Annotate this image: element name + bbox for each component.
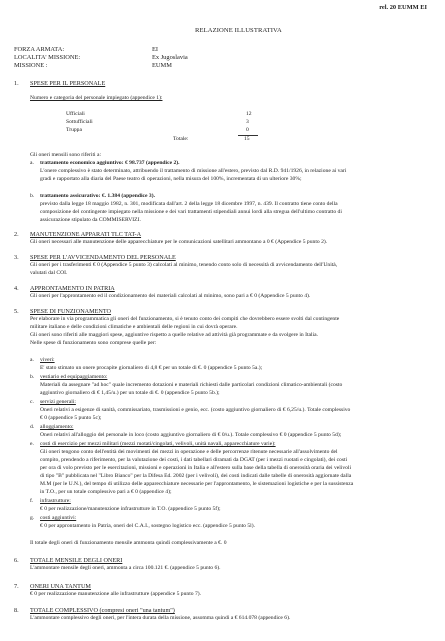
- oneri-intro: Gli oneri mensili sono riferiti a:: [30, 152, 101, 158]
- item-5c-title: servizi generali:: [40, 399, 76, 405]
- section-8-title: TOTALE COMPLESSIVO (compresi oneri "una tantum"): [30, 607, 175, 614]
- item-1b-title: trattamento assicurativo: €. 1.384 (appendice 3).: [40, 193, 155, 199]
- section-8-text: L'ammontare complessivo degli oneri, per l'intera durata della missione, assomma quindi a € 614.078 (appendice 6).: [30, 615, 291, 621]
- item-5e-line-1: Gli oneri tengono conto dell'entità dei movimenti dei mezzi in operazione e delle percorrenze ritenute necessarie all'assolvimento del: [40, 449, 338, 455]
- header-value-forza-armata: EI: [152, 46, 159, 53]
- section-2-text: Gli oneri necessari alle manutenzione delle apparecchiature per le comunicazioni satellitari ammontano a 0 € (Appendice 5 punto 2).: [30, 239, 328, 245]
- item-1b-label: b.: [30, 193, 35, 199]
- item-5d-text: Oneri relativi all'alloggio del personale in loco (costo aggiuntivo giornaliero di € 0/u.). Totale complessivo € 0 (appendice 5 punto 5d);: [40, 432, 342, 438]
- document-title: RELAZIONE ILLUSTRATIVA: [195, 27, 282, 34]
- item-5e-line-6: in T.O., per un totale complessivo pari a € 0 (appendice 4);: [40, 489, 172, 495]
- section-7-text: € 0 per realizzazione manutenzione alle infrastrutture (appendice 5 punto 7).: [30, 591, 201, 597]
- staff-value-truppa: 0: [246, 127, 249, 133]
- item-5f-title: infrastrutture:: [40, 498, 71, 504]
- section-4-number: 4.: [14, 285, 19, 292]
- staff-label-sottufficiali: Sottufficiali: [66, 119, 93, 125]
- header-value-localita: Ex Jugoslavia: [152, 54, 188, 61]
- staff-value-ufficiali: 12: [246, 111, 252, 117]
- staff-total-value: 15: [244, 136, 250, 142]
- section-3-number: 3.: [14, 254, 19, 261]
- item-5e-title: costi di esercizio per mezzi militari (mezzi ruotati/cingolati, velivoli, unità navali, apparecchiature varie):: [40, 441, 276, 447]
- section-6-text: L'ammontare mensile degli oneri, ammonta a circa 100.121 €. (appendice 5 punto 6).: [30, 565, 221, 571]
- section-2-number: 2.: [14, 231, 19, 238]
- item-5b-label: b.: [30, 374, 35, 380]
- section-4-text: Gli oneri per l'approntamento ed il condizionamento dei materiali calcolati al minimo, sono pari a € 0 (Appendice 5 punto 4).: [30, 293, 311, 299]
- item-5e-label: e.: [30, 441, 34, 447]
- header-value-missione: EUMM: [152, 62, 172, 69]
- section-6-number: 6.: [14, 557, 19, 564]
- section-5-number: 5.: [14, 308, 19, 315]
- item-1a-line-2: gradi e rapportato alla diaria del Paese teatro di operazioni, nella misura del 100%, incrementata di un ulteriore 30%;: [40, 176, 302, 182]
- item-5e-line-5: M.M (per le U.N.), del tempo di utilizzo delle apparecchiature necessarie per l'approntamento, le sistemazioni logistiche e per la sussistenza: [40, 481, 354, 487]
- section-5-intro-2: militare italiano e delle condizioni climatiche e ambientali delle regioni in cui dovrà operare.: [30, 324, 238, 330]
- section-5-intro-4: Nelle spese di funzionamento sono comprese quelle per:: [30, 340, 157, 346]
- item-5b-title: vestiario ed equipaggiamento:: [40, 374, 108, 380]
- item-5d-title: alloggiamento:: [40, 424, 74, 430]
- item-5a-text: E' stato stimato un onere procapite giornaliero di 4,8 € per un totale di €. 0 (appendice 5 punto 5a.);: [40, 365, 263, 371]
- section-2-title: MANUTENZIONE APPARATI TLC TAT-A: [30, 231, 142, 238]
- section-7-title: ONERI UNA TANTUM: [30, 583, 91, 590]
- staff-label-ufficiali: Ufficiali: [66, 111, 85, 117]
- item-1b-line-3: assicurazione stipulato da COMMISERVIZI.: [40, 217, 141, 223]
- item-1b-line-2: composizione del contingente impiegato nella missione e dei vari trattamenti stipendiali annui lordi alla stregua dell'ultimo contratto di: [40, 209, 342, 215]
- item-5c-line-1: Oneri relativi a esigenze di sanità, commissariato, trasmissioni e genio, ecc. (costo aggiuntivo giornaliero di € 6,25/u.). Totale complessivo: [40, 407, 351, 413]
- item-5g-text: € 0 per approntamento in Patria, oneri del C.A.I., sostegno logistico ecc. (appendice 5 punto 5l).: [40, 523, 255, 529]
- staff-total-label: Totale:: [173, 136, 189, 142]
- item-1a-line-1: L'onere complessivo è stato determinato, attribuendo il trattamento di missione all'estero, previsto dal R.D. 941/1926, in relazione ai vari: [40, 168, 347, 174]
- header-label-forza-armata: FORZA ARMATA:: [14, 46, 65, 53]
- staff-value-sottufficiali: 3: [246, 119, 249, 125]
- item-1a-label: a.: [30, 160, 34, 166]
- section-3-line-1: Gli oneri per i trasferimenti € 0 (Appendice 5 punto 3) calcolati al minimo, tenendo conto solo di necessità di avvicendamento dell'Unità,: [30, 262, 338, 268]
- header-label-localita: LOCALITA' MISSIONE:: [14, 54, 81, 61]
- item-5b-line-2: aggiuntivo giornaliero di € 1,45/u.) per un totale di €. 0 (appendice 5 punto 5b.);: [40, 390, 220, 396]
- item-5g-title: costi aggiuntivi:: [40, 515, 77, 521]
- section-6-title: TOTALE MENSILE DEGLI ONERI: [30, 557, 123, 564]
- item-5a-label: a.: [30, 357, 34, 363]
- item-5b-line-1: Materiali da assegnare "ad hoc" quale incremento dotazioni e materiali richiesti dalle particolari condizioni climatico-ambientali (costo: [40, 382, 343, 388]
- item-5f-text: € 0 per realizzazione/manutenzione infrastrutture in T.O. (appendice 5 punto 5f);: [40, 506, 221, 512]
- section-7-number: 7.: [14, 583, 19, 590]
- item-5e-line-4: di tipo "B" pubblicata nel "Libro Bianco" per la Difesa Ed. 2002 (per i velivoli), dei costi indicati dalle tabelle di onerosità aggiornate dalla: [40, 473, 352, 479]
- item-1b-line-1: previsto dalla legge 18 maggio 1982, n. 301, modificata dall'art. 2 della legge 18 dicembre 1997, n. 439. Il contratto tiene conto della: [40, 201, 338, 207]
- header-label-missione: MISSIONE :: [14, 62, 48, 69]
- item-5e-line-2: compito, prendendo a riferimento, per la valutazione dei costi, i dati tabellari diramati da DGAT (per i mezzi ruotati e cingolati), dei costi: [40, 457, 348, 463]
- section-5-intro-3: Gli oneri sono riferiti alle maggiori spese, aggiuntive rispetto a quelle relative ad attività già programmate e da svolgere in Italia.: [30, 332, 318, 338]
- item-5g-label: g.: [30, 515, 35, 521]
- section-4-title: APPRONTAMENTO IN PATRIA: [30, 285, 115, 292]
- section-3-title: SPESE PER L'AVVICENDAMENTO DEL PERSONALE: [30, 254, 176, 261]
- section-1-subtitle: Numero e categoria del personale impiegato (appendice 1):: [30, 95, 163, 101]
- section-3-line-2: valutati dal COI.: [30, 270, 68, 276]
- document-reference: rel. 20 EUMM EI: [379, 4, 427, 11]
- section-5-title: SPESE DI FUNZIONAMENTO: [30, 308, 112, 315]
- section-1-number: 1.: [14, 80, 19, 87]
- item-5c-line-2: € 0 (appendice 5 punto 5c);: [40, 415, 102, 421]
- item-5e-line-3: per ora di volo previsto per le esercitazioni, missioni e operazioni in Italia e all'estero sulla base della tabella di onerosità oraria dei velivoli: [40, 465, 352, 471]
- section-1-title: SPESE PER IL PERSONALE: [30, 80, 106, 87]
- item-5d-label: d.: [30, 424, 35, 430]
- section-5-total: Il totale degli oneri di funzionamento mensile ammonta quindi complessivamente a €. 0: [30, 540, 227, 546]
- item-5a-title: viveri:: [40, 357, 55, 363]
- item-5c-label: c.: [30, 399, 34, 405]
- section-5-intro-1: Per elaborare in via programmatica gli oneri del funzionamento, si è tenuto conto dei compiti che dovrebbero essere svolti dal contingente: [30, 316, 340, 322]
- item-5f-label: f.: [30, 498, 34, 504]
- staff-label-truppa: Truppa: [66, 127, 82, 133]
- section-8-number: 8.: [14, 607, 19, 614]
- item-1a-title: trattamento economico aggiuntivo: € 98.737 (appendice 2).: [40, 160, 180, 166]
